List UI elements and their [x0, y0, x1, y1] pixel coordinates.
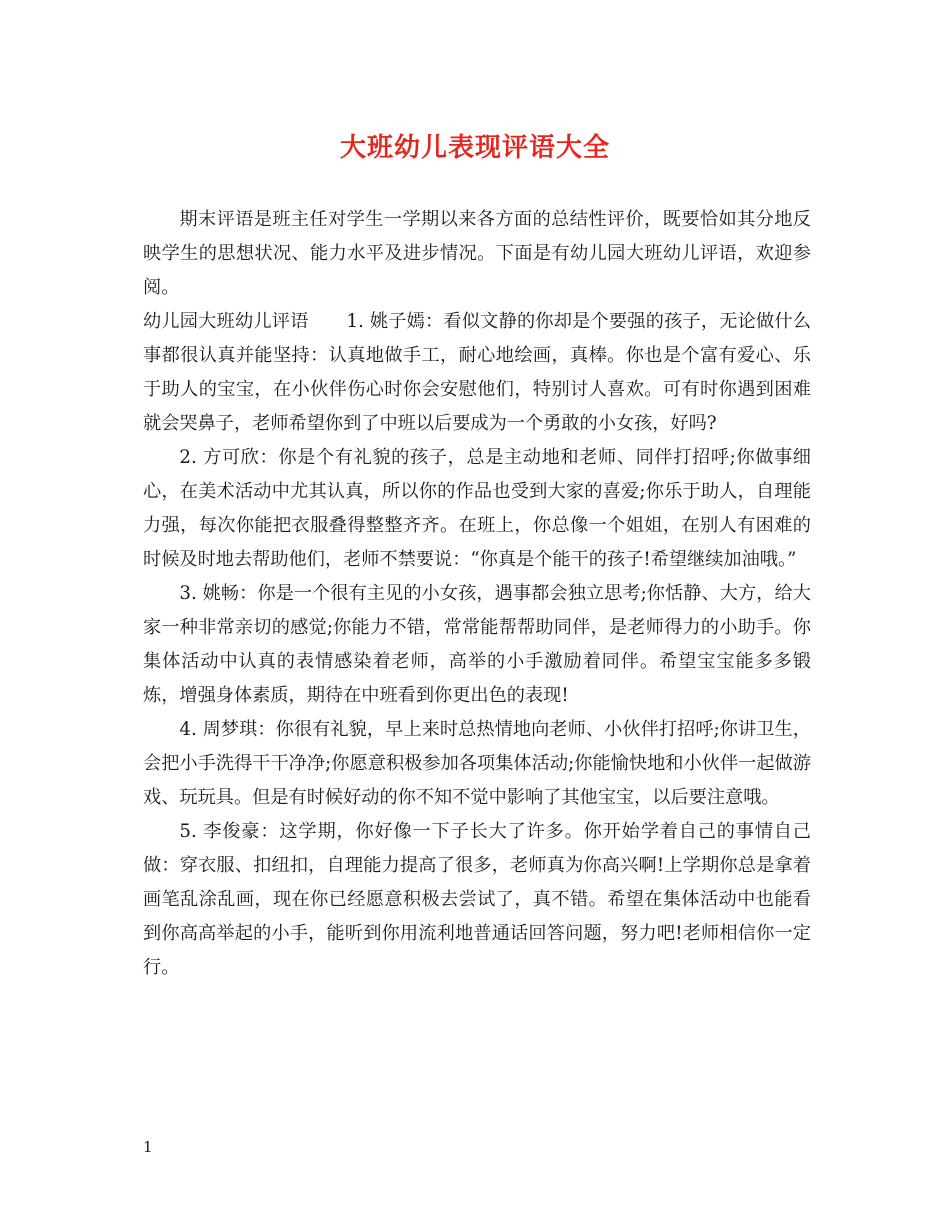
section-heading: 幼儿园大班幼儿评语	[143, 311, 309, 332]
comment-item-5: 5. 李俊豪：这学期，你好像一下子长大了许多。你开始学着自己的事情自己做：穿衣服、扣纽扣，自理能力提高了很多，老师真为你高兴啊!上学期你总是拿着画笔乱涂乱画，现在你已经愿意积极去尝试了，真不错。希望在集体活动中也能看到你高高举起的小手，能听到你用流利地普通话回答问题，努力吧!老师相信你一定行。	[143, 821, 811, 978]
first-comment-paragraph	[143, 305, 811, 441]
page-number: 1	[143, 1138, 153, 1156]
document-title: 大班幼儿表现评语大全	[339, 133, 610, 163]
comment-item-2: 2. 方可欣：你是个有礼貌的孩子，总是主动地和老师、同伴打招呼;你做事细心，在美术活动中尤其认真，所以你的作品也受到大家的喜爱;你乐于助人，自理能力强，每次你能把衣服叠得整整齐齐。在班上，你总像一个姐姐，在别人有困难的时候及时地去帮助他们，老师不禁要说：“你真是个能干的孩子!希望继续加油哦。”	[143, 447, 811, 570]
comment-item-3: 3. 姚畅：你是一个很有主见的小女孩，遇事都会独立思考;你恬静、大方，给大家一种非常亲切的感觉;你能力不错，常常能帮帮助同伴，是老师得力的小助手。你集体活动中认真的表情感染着老师，高举的小手激励着同伴。希望宝宝能多多锻炼，增强身体素质，期待在中班看到你更出色的表现!	[143, 583, 811, 706]
comment-item-1: 1. 姚子嫣：看似文静的你却是个要强的孩子，无论做什么事都很认真并能坚持：认真地做手工，耐心地绘画，真棒。你也是个富有爱心、乐于助人的宝宝，在小伙伴伤心时你会安慰他们，特别讨人喜欢。可有时你遇到困难就会哭鼻子，老师希望你到了中班以后要成为一个勇敢的小女孩，好吗?	[143, 311, 811, 434]
intro-paragraph: 期末评语是班主任对学生一学期以来各方面的总结性评价，既要恰如其分地反映学生的思想状况、能力水平及进步情况。下面是有幼儿园大班幼儿评语，欢迎参阅。	[143, 209, 811, 298]
document-body	[143, 203, 811, 985]
comment-item-4: 4. 周梦琪：你很有礼貌，早上来时总热情地向老师、小伙伴打招呼;你讲卫生，会把小手洗得干干净净;你愿意积极参加各项集体活动;你能愉快地和小伙伴一起做游戏、玩玩具。但是有时候好动的你不知不觉中影响了其他宝宝，以后要注意哦。	[143, 719, 811, 808]
